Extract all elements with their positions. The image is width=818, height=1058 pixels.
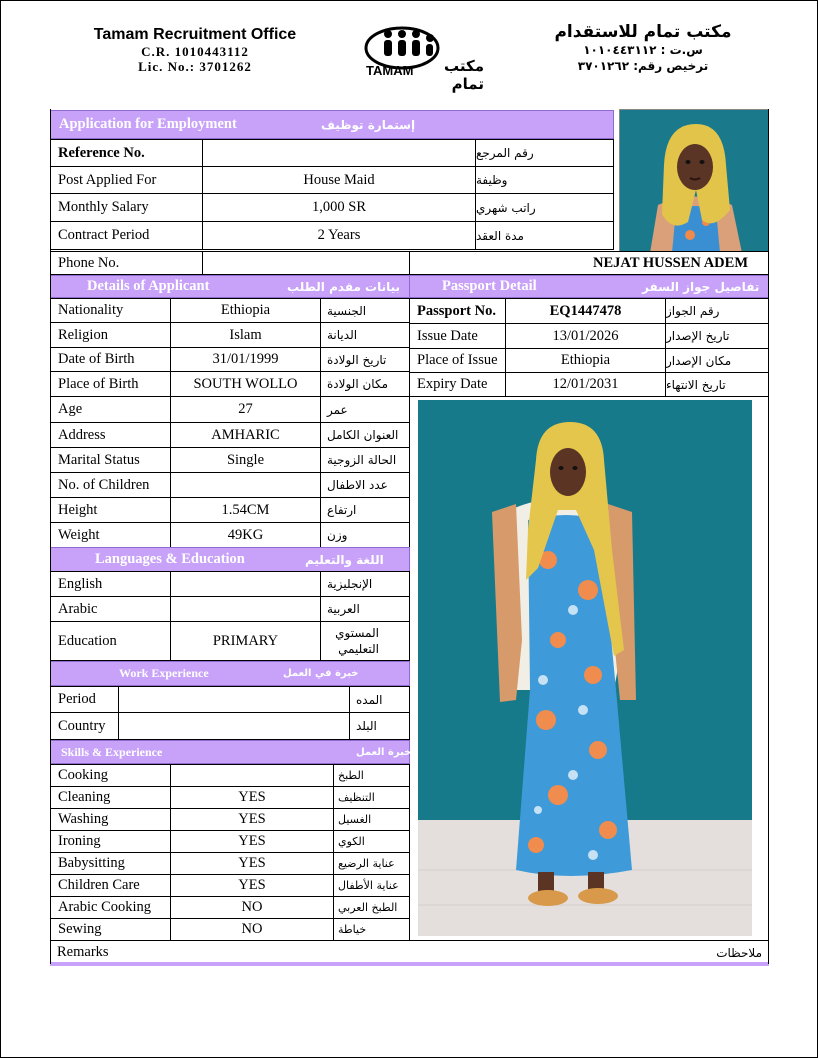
- place-of-issue-value: Ethiopia: [505, 348, 666, 373]
- company-header-en: [92, 26, 298, 74]
- passport-title: Passport Detail: [442, 278, 537, 294]
- contract-label-ar: مدة العقد: [475, 221, 614, 250]
- cleaning-label-ar: التنظيف: [333, 786, 410, 809]
- marital-label: Marital Status: [50, 447, 171, 473]
- children-care-label: Children Care: [50, 874, 171, 897]
- issue-date-label: Issue Date: [409, 323, 506, 349]
- post-label-ar: وظيفة: [475, 166, 614, 194]
- applicant-name: NEJAT HUSSEN ADEM: [409, 251, 769, 275]
- country-label-ar: البلد: [349, 712, 410, 740]
- company-header-ar: [538, 22, 748, 74]
- license-number-en: Lic. No.: 3701262: [138, 59, 252, 74]
- pob-label: Place of Birth: [50, 371, 171, 397]
- company-logo: [362, 22, 484, 93]
- education-label-ar: المستوي التعليمي: [320, 621, 410, 661]
- pob-label-ar: مكان الولادة: [320, 371, 410, 397]
- dob-value: 31/01/1999: [170, 347, 321, 372]
- issue-date-label-ar: تاريخ الإصدار: [665, 323, 769, 349]
- weight-label-ar: وزن: [320, 522, 410, 548]
- address-value: AMHARIC: [170, 422, 321, 448]
- languages-title-bar: [50, 547, 410, 572]
- portrait-photo-image: [620, 110, 769, 252]
- weight-value: 49KG: [170, 522, 321, 548]
- english-value: [170, 571, 321, 597]
- country-value: [118, 712, 350, 740]
- application-title-bar: [50, 110, 614, 139]
- passport-no-label: Passport No.: [409, 298, 506, 324]
- washing-value: YES: [170, 808, 334, 831]
- company-name-ar: مكتب تمام للاستقدام: [554, 22, 732, 42]
- address-label-ar: العنوان الكامل: [320, 422, 410, 448]
- sewing-label: Sewing: [50, 918, 171, 941]
- sewing-label-ar: خياطة: [333, 918, 410, 941]
- nationality-label-ar: الجنسية: [320, 298, 410, 323]
- education-label: Education: [50, 621, 171, 661]
- application-title-ar: إستمارة توظيف: [321, 117, 416, 132]
- contract-value: 2 Years: [202, 221, 476, 250]
- height-label-ar: ارتفاع: [320, 497, 410, 523]
- expiry-date-label: Expiry Date: [409, 372, 506, 397]
- phone-value: [202, 251, 410, 275]
- education-value: PRIMARY: [170, 621, 321, 661]
- age-label: Age: [50, 396, 171, 423]
- weight-label: Weight: [50, 522, 171, 548]
- skills-title: Skills & Experience: [61, 744, 163, 759]
- applicant-title-ar: بيانات مقدم الطلب: [287, 279, 401, 294]
- cleaning-label: Cleaning: [50, 786, 171, 809]
- contract-label: Contract Period: [50, 221, 203, 250]
- bottom-accent-bar: [50, 962, 769, 966]
- cooking-label: Cooking: [50, 764, 171, 787]
- babysitting-value: YES: [170, 852, 334, 875]
- passport-title-bar: [409, 275, 769, 298]
- cooking-label-ar: الطبخ: [333, 764, 410, 787]
- reference-label-ar: رقم المرجع: [475, 139, 614, 167]
- cleaning-value: YES: [170, 786, 334, 809]
- reference-value: [202, 139, 476, 167]
- skills-title-ar: خبرة العمل: [356, 746, 412, 758]
- ironing-label-ar: الكوي: [333, 830, 410, 853]
- salary-label: Monthly Salary: [50, 193, 203, 222]
- dob-label-ar: تاريخ الولادة: [320, 347, 410, 372]
- age-value: 27: [170, 396, 321, 423]
- washing-label: Washing: [50, 808, 171, 831]
- left-border-line: [50, 109, 51, 964]
- religion-label-ar: الديانة: [320, 322, 410, 348]
- religion-label: Religion: [50, 322, 171, 348]
- ironing-label: Ironing: [50, 830, 171, 853]
- salary-value: 1,000 SR: [202, 193, 476, 222]
- arabic-value: [170, 596, 321, 622]
- babysitting-label: Babysitting: [50, 852, 171, 875]
- arabic-cooking-value: NO: [170, 896, 334, 919]
- applicant-title: Details of Applicant: [87, 278, 210, 294]
- languages-title: Languages & Education: [95, 551, 245, 567]
- marital-label-ar: الحالة الزوجية: [320, 447, 410, 473]
- marital-value: Single: [170, 447, 321, 473]
- post-label: Post Applied For: [50, 166, 203, 194]
- full-body-photo-image: [418, 400, 752, 936]
- cooking-value: [170, 764, 334, 787]
- remarks-label-ar: ملاحظات: [716, 945, 762, 960]
- logo-text-ar: مكتب تمام: [443, 57, 484, 93]
- languages-title-ar: اللغة والتعليم: [305, 552, 384, 567]
- salary-label-ar: راتب شهري: [475, 193, 614, 222]
- religion-value: Islam: [170, 322, 321, 348]
- issue-date-value: 13/01/2026: [505, 323, 666, 349]
- application-title: Application for Employment: [59, 116, 237, 132]
- post-value: House Maid: [202, 166, 476, 194]
- nationality-label: Nationality: [50, 298, 171, 323]
- arabic-label-ar: العربية: [320, 596, 410, 622]
- children-label: No. of Children: [50, 472, 171, 498]
- arabic-cooking-label-ar: الطبخ العربي: [333, 896, 410, 919]
- period-value: [118, 686, 350, 713]
- period-label-ar: المده: [349, 686, 410, 713]
- babysitting-label-ar: عناية الرضيع: [333, 852, 410, 875]
- place-of-issue-label: Place of Issue: [409, 348, 506, 373]
- address-label: Address: [50, 422, 171, 448]
- work-title-ar: خبرة في العمل: [283, 668, 359, 679]
- applicant-portrait-photo: [619, 109, 769, 252]
- children-label-ar: عدد الاطفال: [320, 472, 410, 498]
- applicant-title-bar: [50, 275, 410, 298]
- work-title-bar: [50, 661, 410, 686]
- height-label: Height: [50, 497, 171, 523]
- work-title: Work Experience: [119, 666, 209, 680]
- cr-number-ar: س.ت : ١٠١٠٤٤٣١١٢: [583, 43, 703, 57]
- passport-title-ar: تفاصيل جواز السفر: [642, 279, 760, 294]
- country-label: Country: [50, 712, 119, 740]
- arabic-label: Arabic: [50, 596, 171, 622]
- license-number-ar: ترخيص رقم: ٣٧٠١٢٦٢: [577, 59, 709, 73]
- pob-value: SOUTH WOLLO: [170, 371, 321, 397]
- expiry-date-value: 12/01/2031: [505, 372, 666, 397]
- height-value: 1.54CM: [170, 497, 321, 523]
- passport-no-value: EQ1447478: [505, 298, 666, 324]
- skills-title-bar: [50, 740, 410, 764]
- phone-label: Phone No.: [50, 251, 203, 275]
- english-label-ar: الإنجليزية: [320, 571, 410, 597]
- nationality-value: Ethiopia: [170, 298, 321, 323]
- children-value: [170, 472, 321, 498]
- english-label: English: [50, 571, 171, 597]
- sewing-value: NO: [170, 918, 334, 941]
- cr-number-en: C.R. 1010443112: [141, 44, 249, 59]
- dob-label: Date of Birth: [50, 347, 171, 372]
- ironing-value: YES: [170, 830, 334, 853]
- remarks-label: Remarks: [57, 944, 109, 960]
- period-label: Period: [50, 686, 119, 713]
- right-border-line: [768, 109, 769, 964]
- place-of-issue-label-ar: مكان الإصدار: [665, 348, 769, 373]
- children-care-value: YES: [170, 874, 334, 897]
- washing-label-ar: الغسيل: [333, 808, 410, 831]
- expiry-date-label-ar: تاريخ الانتهاء: [665, 372, 769, 397]
- children-care-label-ar: عناية الأطفال: [333, 874, 410, 897]
- applicant-full-photo: [418, 400, 752, 936]
- logo-text: TAMAM: [366, 63, 414, 78]
- passport-no-label-ar: رقم الجواز: [665, 298, 769, 324]
- arabic-cooking-label: Arabic Cooking: [50, 896, 171, 919]
- reference-label: Reference No.: [50, 139, 203, 167]
- age-label-ar: عمر: [320, 396, 410, 423]
- company-name-en: Tamam Recruitment Office: [93, 26, 297, 43]
- remarks-row: [50, 940, 769, 964]
